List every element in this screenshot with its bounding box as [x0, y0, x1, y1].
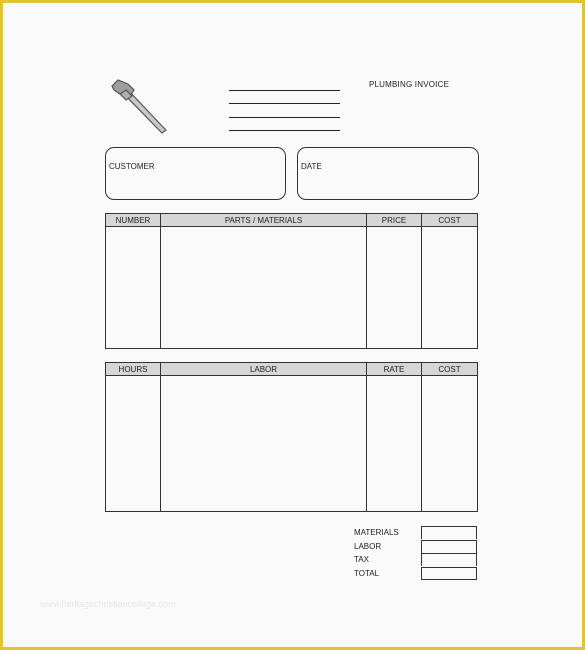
grand-total-field[interactable]	[421, 567, 477, 580]
col-rate: RATE	[367, 363, 422, 376]
materials-total-field[interactable]	[421, 526, 477, 539]
date-label: DATE	[301, 162, 322, 171]
col-parts-materials: PARTS / MATERIALS	[161, 214, 367, 227]
tax-field[interactable]	[421, 553, 477, 566]
header-line-4	[229, 130, 340, 131]
labor-total-label: LABOR	[354, 541, 382, 551]
col-number: NUMBER	[106, 214, 161, 227]
parts-header-row	[106, 214, 478, 227]
date-box[interactable]	[297, 147, 479, 200]
price-cell[interactable]	[367, 227, 422, 349]
labor-cost-cell[interactable]	[422, 376, 478, 512]
rate-cell[interactable]	[367, 376, 422, 512]
col-labor-cost: COST	[422, 363, 478, 376]
col-labor: LABOR	[161, 363, 367, 376]
watermark: www.heritagechristiancollege.com	[40, 599, 176, 609]
invoice-title: PLUMBING INVOICE	[369, 80, 450, 89]
parts-table	[105, 213, 478, 349]
hours-cell[interactable]	[106, 376, 161, 512]
col-hours: HOURS	[106, 363, 161, 376]
labor-cell[interactable]	[161, 376, 367, 512]
table-row	[106, 227, 478, 349]
labor-total-field[interactable]	[421, 540, 477, 553]
col-price: PRICE	[367, 214, 422, 227]
customer-label: CUSTOMER	[109, 162, 155, 171]
header-line-2	[229, 103, 340, 104]
materials-total-label: MATERIALS	[354, 528, 399, 537]
customer-box[interactable]	[105, 147, 286, 200]
parts-cell[interactable]	[161, 227, 367, 349]
pipe-wrench-icon	[104, 76, 174, 138]
table-row	[106, 376, 478, 512]
grand-total-label: TOTAL	[354, 568, 380, 578]
header-line-1	[229, 90, 340, 91]
col-cost: COST	[422, 214, 478, 227]
number-cell[interactable]	[106, 227, 161, 349]
labor-table	[105, 362, 478, 512]
labor-header-row	[106, 363, 478, 376]
tax-label: TAX	[354, 555, 369, 564]
cost-cell[interactable]	[422, 227, 478, 349]
header-line-3	[229, 117, 340, 118]
